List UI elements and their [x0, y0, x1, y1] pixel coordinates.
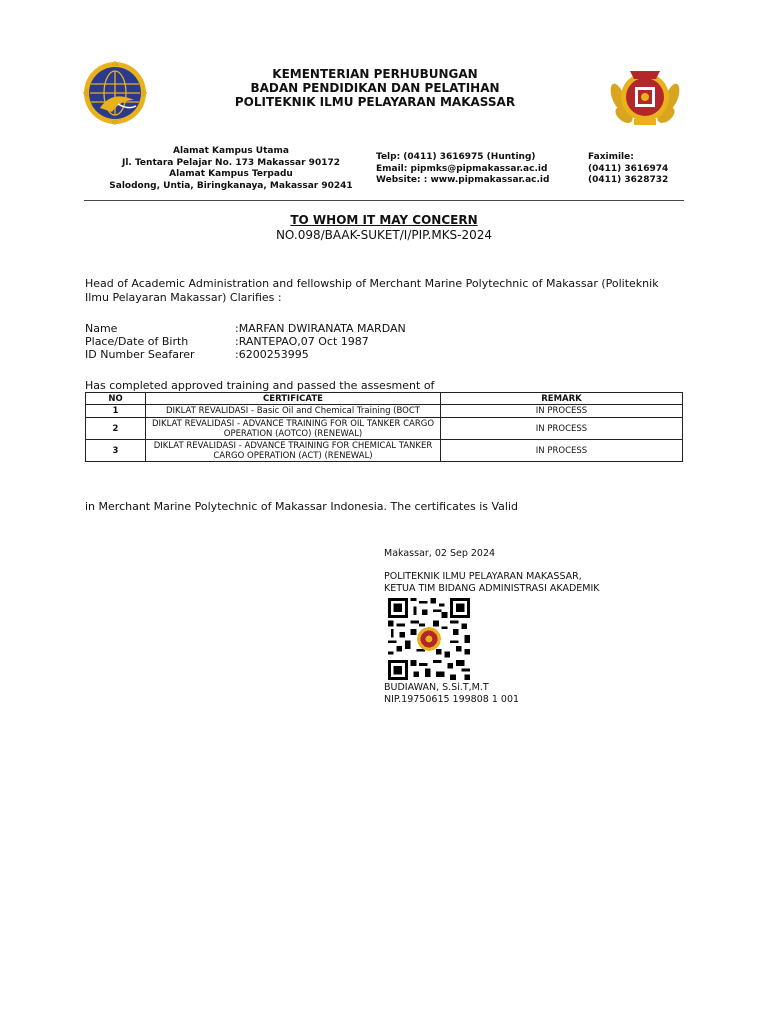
column-header-certificate: CERTIFICATE — [146, 393, 441, 405]
document-title: TO WHOM IT MAY CONCERN — [290, 213, 478, 227]
cell-certificate: DIKLAT REVALIDASI - ADVANCE TRAINING FOR OIL TANKER CARGO OPERATION (AOTCO) (RENEWAL) — [146, 418, 441, 440]
fax-number-2: (0411) 3628732 — [588, 175, 669, 185]
intro-paragraph: Head of Academic Administration and fellowship of Merchant Marine Polytechnic of Makassar (Politeknik Ilmu Pelayaran Makassar) Clarifies : — [85, 277, 659, 304]
field-value: :RANTEPAO,07 Oct 1987 — [235, 335, 369, 348]
field-label: ID Number Seafarer — [85, 348, 195, 361]
signatory-name: BUDIAWAN, S.Si.T,M.T — [384, 682, 489, 693]
cell-no: 3 — [86, 440, 146, 462]
cell-remark: IN PROCESS — [441, 405, 683, 418]
telephone: Telp: (0411) 3616975 (Hunting) — [376, 152, 536, 162]
fax-info — [588, 152, 668, 187]
campus-address — [100, 146, 362, 192]
main-campus-address: Jl. Tentara Pelajar No. 173 Makassar 90172 — [122, 157, 340, 168]
fax-number-1: (0411) 3616974 — [588, 163, 669, 174]
cell-certificate: DIKLAT REVALIDASI - ADVANCE TRAINING FOR CHEMICAL TANKER CARGO OPERATION (ACT) (RENEWAL) — [146, 440, 441, 462]
cell-remark: IN PROCESS — [441, 418, 683, 440]
signature-role: KETUA TIM BIDANG ADMINISTRASI AKADEMIK — [384, 583, 600, 594]
header-institution: POLITEKNIK ILMU PELAYARAN MAKASSAR — [234, 95, 516, 109]
table-row — [86, 440, 683, 462]
ministry-transport-logo-icon — [82, 60, 148, 126]
field-label: Name — [85, 322, 118, 335]
field-value: :6200253995 — [235, 348, 309, 361]
field-label: Place/Date of Birth — [85, 335, 189, 348]
document-number: NO.098/BAAK-SUKET/I/PIP.MKS-2024 — [275, 228, 493, 242]
website: Website: : www.pipmakassar.ac.id — [376, 175, 550, 185]
signature-place-date: Makassar, 02 Sep 2024 — [384, 548, 496, 559]
cell-no: 1 — [86, 405, 146, 418]
table-row — [86, 405, 683, 418]
email: Email: pipmks@pipmakassar.ac.id — [376, 163, 548, 174]
signature-organization: POLITEKNIK ILMU PELAYARAN MAKASSAR, — [384, 571, 582, 582]
column-header-remark: REMARK — [441, 393, 683, 405]
certificate-table — [85, 392, 683, 462]
table-row — [86, 418, 683, 440]
column-header-no: NO — [86, 393, 146, 405]
contact-info — [376, 152, 549, 187]
header-divider — [84, 200, 684, 201]
qr-code-icon — [386, 598, 472, 680]
header-ministry: KEMENTERIAN PERHUBUNGAN — [272, 67, 478, 81]
validity-statement: in Merchant Marine Polytechnic of Makassar Indonesia. The certificates is Valid — [85, 500, 518, 513]
main-campus-label: Alamat Kampus Utama — [173, 146, 289, 156]
field-value: :MARFAN DWIRANATA MARDAN — [235, 322, 406, 335]
cell-certificate: DIKLAT REVALIDASI - Basic Oil and Chemical Training (BOCT — [146, 405, 441, 418]
institution-header — [200, 67, 550, 109]
signatory-nip: NIP.19750615 199808 1 001 — [384, 694, 520, 705]
completed-statement: Has completed approved training and passed the assesment of — [85, 379, 435, 392]
cell-remark: IN PROCESS — [441, 440, 683, 462]
integrated-campus-address: Salodong, Untia, Biringkanaya, Makassar 90241 — [109, 180, 353, 191]
header-agency: BADAN PENDIDIKAN DAN PELATIHAN — [250, 81, 500, 95]
pip-makassar-seal-icon — [608, 63, 682, 129]
integrated-campus-label: Alamat Kampus Terpadu — [169, 169, 293, 179]
fax-label: Faximile: — [588, 152, 634, 162]
table-header-row — [86, 393, 683, 405]
cell-no: 2 — [86, 418, 146, 440]
